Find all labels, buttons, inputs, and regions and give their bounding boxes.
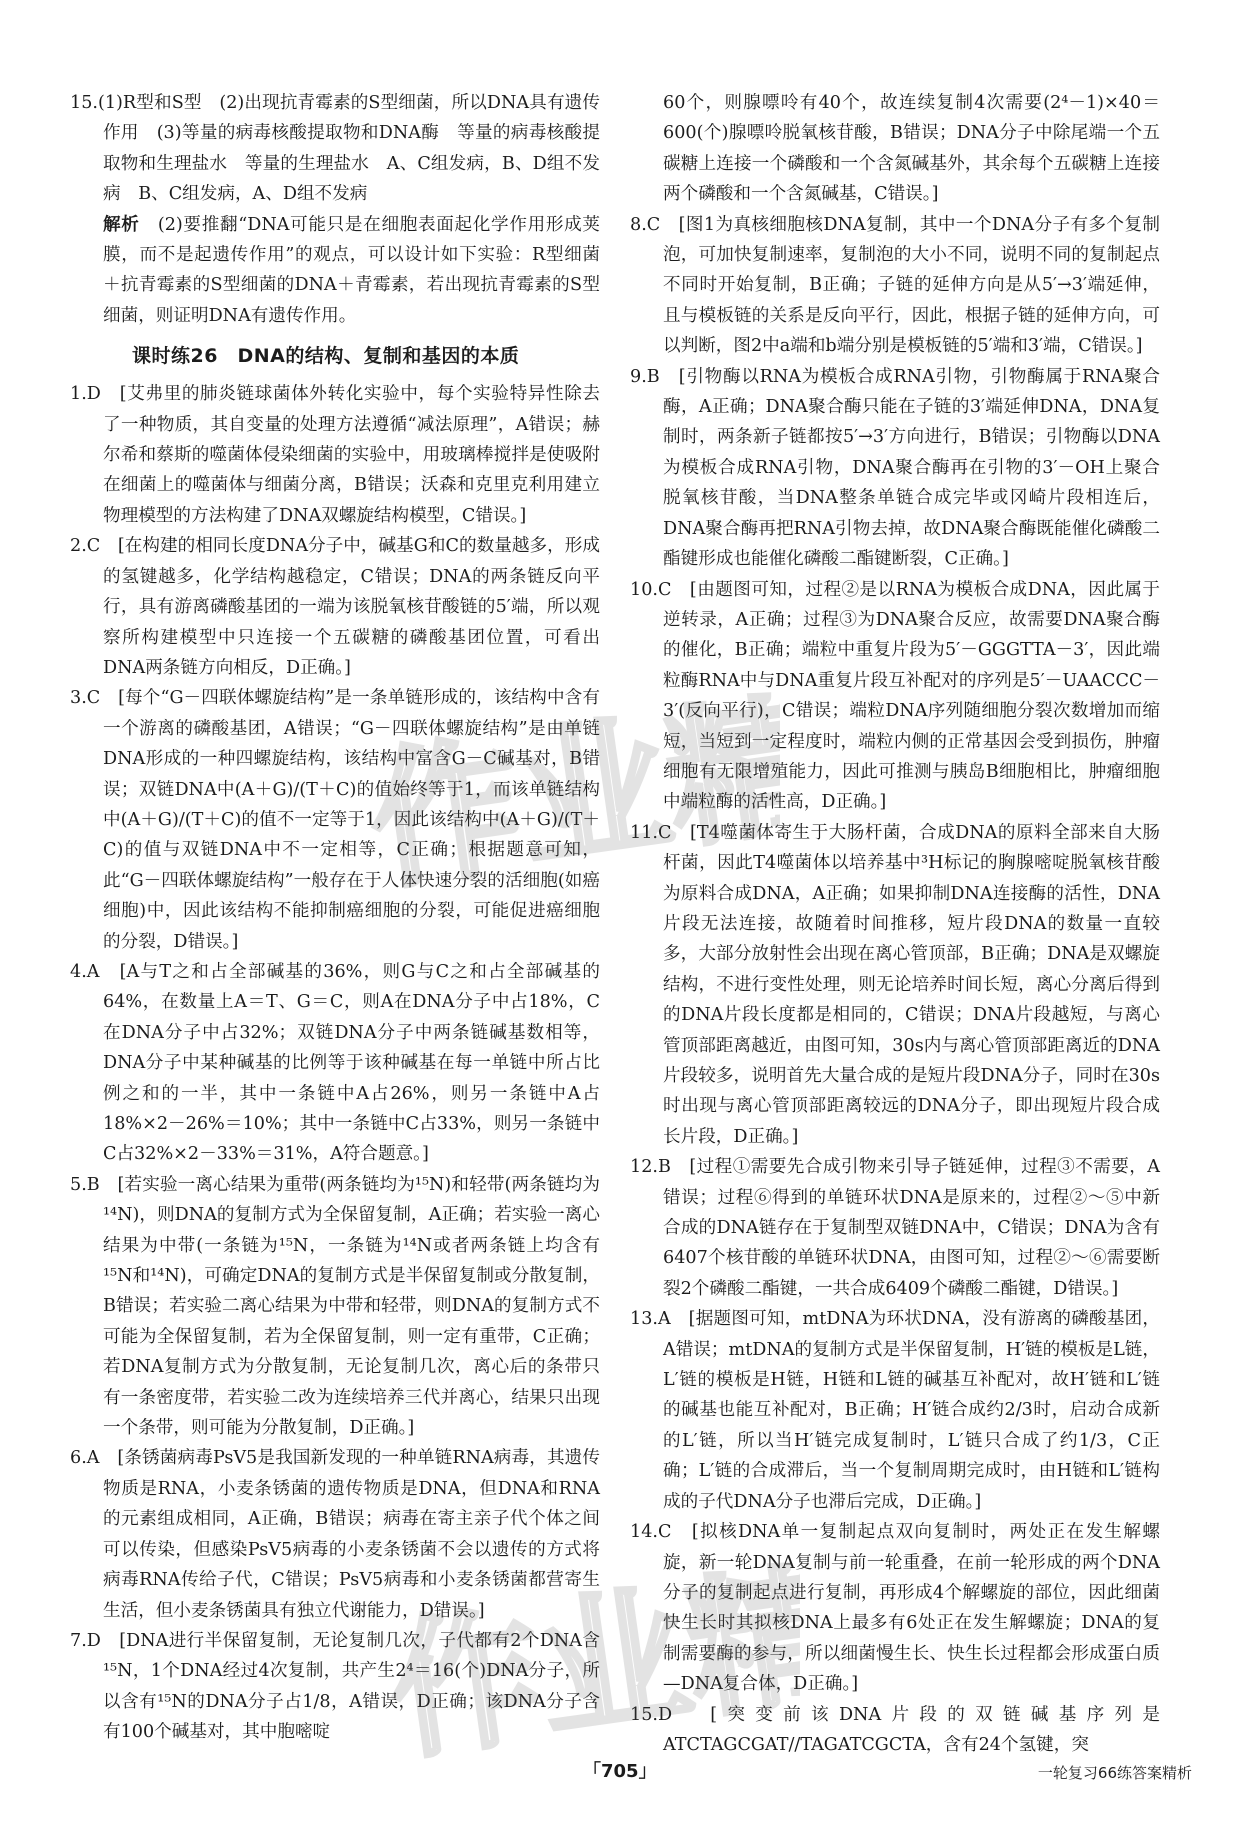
answer-item-2: 2.C [在构建的相同长度DNA分子中，碱基G和C的数量越多，形成的氢键越多，化学结构越稳定，C错误；DNA的两条链反向平行，具有游离磷酸基团的一端为该脱氧核苷酸链的5′端，所以观察所构建模型中只连接一个五碳糖的磷酸基团位置，可看出DNA两条链方向相反，D正确。] bbox=[70, 536, 600, 678]
answer-item-15: 15.(1)R型和S型 (2)出现抗青霉素的S型细菌，所以DNA具有遗传作用 (3)等量的病毒核酸提取物和DNA酶 等量的病毒核酸提取物和生理盐水 等量的生理盐水 A、C组发病，B、D组不发病 B、C组发病，A、D组不发病 bbox=[70, 93, 600, 205]
analysis-paragraph bbox=[70, 210, 600, 332]
svg-text:作业精灵: 作业精灵 bbox=[360, 690, 780, 910]
left-column bbox=[70, 88, 600, 1748]
analysis-text: (2)要推翻“DNA可能只是在细胞表面起化学作用形成荚膜，而不是起遗传作用”的观点，可以设计如下实验：R型细菌＋抗青霉素的S型细菌的DNA＋青霉素，若出现抗青霉素的S型细菌，则证明DNA有遗传作用。 bbox=[103, 214, 600, 326]
analysis-label: 解析 bbox=[103, 214, 140, 235]
answer-item-4: 4.A [A与T之和占全部碱基的36%，则G与C之和占全部碱基的64%，在数量上A＝T、G＝C，则A在DNA分子中占18%，C在DNA分子中占32%；双链DNA分子中两条链碱基数相等，DNA分子中某种碱基的比例等于该种碱基在每一单链中所占比例之和的一半，其中一条链中A占26%，则另一条链中A占18%×2－26%＝10%；其中一条链中C占33%，则另一条链中C占32%×2－33%＝31%，A符合题意。] bbox=[70, 961, 600, 1165]
answer-item-10: 10.C [由题图可知，过程②是以RNA为模板合成DNA，因此属于逆转录，A正确；过程③为DNA聚合反应，故需要DNA聚合酶的催化，B正确；端粒中重复片段为5′－GGGTTA－3′，因此端粒酶RNA中与DNA重复片段互补配对的序列是5′－UAACCC－3′(反向平行)，C错误；端粒DNA序列随细胞分裂次数增加而缩短，当短到一定程度时，端粒内侧的正常基因会受到损伤，肿瘤细胞有无限增殖能力，因此可推测与胰岛B细胞相比，肿瘤细胞中端粒酶的活性高，D正确。] bbox=[630, 579, 1160, 813]
answer-item-8: 8.C [图1为真核细胞核DNA复制，其中一个DNA分子有多个复制泡，可加快复制速率，复制泡的大小不同，说明不同的复制起点不同时开始复制，B正确；子链的延伸方向是从5′→3′端延伸，且与模板链的关系是反向平行，因此，根据子链的延伸方向，可以判断，图2中a端和b端分别是模板链的5′端和3′端，C错误。] bbox=[630, 214, 1160, 357]
answer-item-3: 3.C [每个“G－四联体螺旋结构”是一条单链形成的，该结构中含有一个游离的磷酸基团，A错误；“G－四联体螺旋结构”是由单链DNA形成的一种四螺旋结构，该结构中富含G－C碱基对，B错误；双链DNA中(A＋G)/(T＋C)的值始终等于1，而该单链结构中(A＋G)/(T＋C)的值不一定等于1，因此该结构中(A＋G)/(T＋C)的值与双链DNA中不一定相等，C正确；根据题意可知，此“G－四联体螺旋结构”一般存在于人体快速分裂的活细胞(如癌细胞)中，因此该结构不能抑制癌细胞的分裂，可能促进癌细胞的分裂，D错误。] bbox=[70, 688, 600, 952]
answer-item-5: 5.B [若实验一离心结果为重带(两条链均为¹⁵N)和轻带(两条链均为¹⁴N)，则DNA的复制方式为全保留复制，A正确；若实验一离心结果为中带(一条链为¹⁵N，一条链为¹⁴N或者两条链上均含有¹⁵N和¹⁴N)，可确定DNA的复制方式是半保留复制或分散复制，B错误；若实验二离心结果为中带和轻带，则DNA的复制方式不可能为全保留复制，若为全保留复制，则一定有重带，C正确；若DNA复制方式为分散复制，无论复制几次，离心后的条带只有一条密度带，若实验二改为连续培养三代并离心，结果只出现一个条带，则可能为分散复制，D正确。] bbox=[70, 1174, 600, 1439]
answer-item-7-continued: 60个，则腺嘌呤有40个，故连续复制4次需要(2⁴－1)×40＝600(个)腺嘌呤脱氧核苷酸，B错误；DNA分子中除尾端一个五碳糖上连接一个磷酸和一个含氮碱基外，其余每个五碳糖上连接两个磷酸和一个含氮碱基，C错误。] bbox=[663, 93, 1160, 205]
answer-item-1: 1.D [艾弗里的肺炎链球菌体外转化实验中，每个实验特异性除去了一种物质，其自变量的处理方法遵循“减法原理”，A错误；赫尔希和蔡斯的噬菌体侵染细菌的实验中，用玻璃棒搅拌是使吸附在细菌上的噬菌体与细菌分离，B错误；沃森和克里克利用建立物理模型的方法构建了DNA双螺旋结构模型，C错误。] bbox=[70, 384, 600, 526]
answer-item-9: 9.B [引物酶以RNA为模板合成RNA引物，引物酶属于RNA聚合酶，A正确；DNA聚合酶只能在子链的3′端延伸DNA，DNA复制时，两条新子链都按5′→3′方向进行，B错误；引物酶以DNA为模板合成RNA引物，DNA聚合酶再在引物的3′－OH上聚合脱氧核苷酸，当DNA整条单链合成完毕或冈崎片段相连后，DNA聚合酶再把RNA引物去掉，故DNA聚合酶既能催化磷酸二酯键形成也能催化磷酸二酯键断裂，C正确。] bbox=[630, 366, 1160, 570]
footer-brand: 一轮复习66练答案精析 bbox=[1037, 1764, 1192, 1782]
answer-item-11: 11.C [T4噬菌体寄生于大肠杆菌，合成DNA的原料全部来自大肠杆菌，因此T4噬菌体以培养基中³H标记的胸腺嘧啶脱氧核苷酸为原料合成DNA，A正确；如果抑制DNA连接酶的活性，DNA片段无法连接，故随着时间推移，短片段DNA的数量一直较多，大部分放射性会出现在离心管顶部，B正确；DNA是双螺旋结构，不进行变性处理，则无论培养时间长短，离心分离后得到的DNA片段长度都是相同的，C错误；DNA片段越短，与离心管顶部距离越近，由图可知，30s内与离心管顶部距离近的DNA片段较多，说明首先大量合成的是短片段DNA分子，同时在30s时出现与离心管顶部距离较远的DNA分子，即出现短片段合成长片段，D正确。] bbox=[630, 822, 1160, 1147]
answer-item-13: 13.A [据题图可知，mtDNA为环状DNA，没有游离的磷酸基团，A错误；mtDNA的复制方式是半保留复制，H′链的模板是L链，L′链的模板是H链，H链和L链的碱基互补配对，故H′链和L′链的碱基也能互补配对，B正确；H′链合成约2/3时，启动合成新的L′链，所以当H′链完成复制时，L′链只合成了约1/3，C正确；L′链的合成滞后，当一个复制周期完成时，由H链和L′链构成的子代DNA分子也滞后完成，D正确。] bbox=[630, 1309, 1160, 1512]
answer-item-14: 14.C [拟核DNA单一复制起点双向复制时，两处正在发生解螺旋，新一轮DNA复制与前一轮重叠，在前一轮形成的两个DNA分子的复制起点进行复制，再形成4个解螺旋的部位，因此细菌快生长时其拟核DNA上最多有6处正在发生解螺旋；DNA的复制需要酶的参与，所以细菌慢生长、快生长过程都会形成蛋白质—DNA复合体，D正确。] bbox=[630, 1522, 1160, 1695]
answer-item-15: 15.D [突变前该DNA片段的双链碱基序列是ATCTAGCGAT//TAGATCGCTA，含有24个氢键，突 bbox=[630, 1704, 1160, 1755]
page-number: 「705」 bbox=[583, 1761, 657, 1782]
section-title: 课时练26 DNA的结构、复制和基因的本质 bbox=[132, 345, 520, 368]
answer-item-12: 12.B [过程①需要先合成引物来引导子链延伸，过程③不需要，A错误；过程⑥得到的单链环状DNA是原来的，过程②～⑤中新合成的DNA链存在于复制型双链DNA中，C错误；DNA为含有6407个核苷酸的单链环状DNA，由图可知，过程②～⑥需要断裂2个磷酸二酯键，一共合成6409个磷酸二酯键，D错误。] bbox=[630, 1157, 1160, 1299]
right-column bbox=[630, 88, 1160, 1760]
answer-item-6: 6.A [条锈菌病毒PsV5是我国新发现的一种单链RNA病毒，其遗传物质是RNA，小麦条锈菌的遗传物质是DNA，但DNA和RNA的元素组成相同，A正确，B错误；病毒在寄主亲子代个体之间可以传染，但感染PsV5病毒的小麦条锈菌不会以遗传的方式将病毒RNA传给子代，C错误；PsV5病毒和小麦条锈菌都营寄生生活，但小麦条锈菌具有独立代谢能力，D错误。] bbox=[70, 1448, 600, 1621]
svg-text:作业精灵: 作业精灵 bbox=[380, 1560, 800, 1780]
answer-item-7: 7.D [DNA进行半保留复制，无论复制几次，子代都有2个DNA含¹⁵N，1个DNA经过4次复制，共产生2⁴＝16(个)DNA分子，所以含有¹⁵N的DNA分子占1/8，A错误，D正确；该DNA分子含有100个碱基对，其中胞嘧啶 bbox=[70, 1630, 600, 1743]
